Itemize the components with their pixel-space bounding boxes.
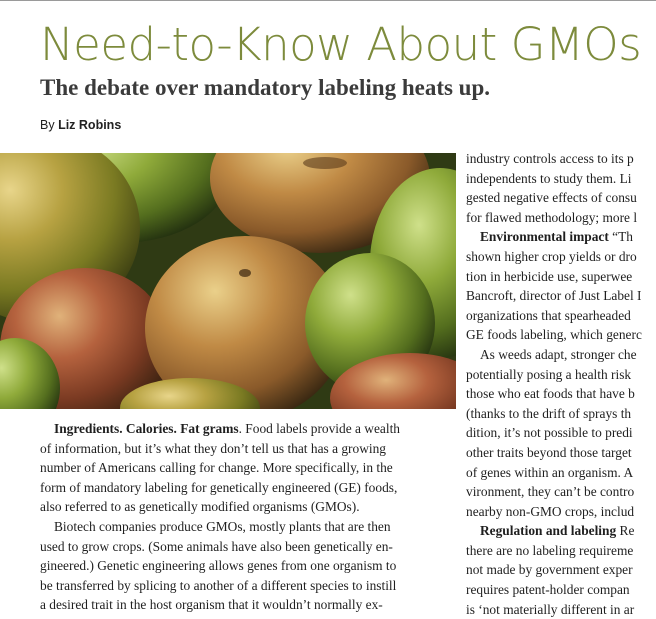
text-line: other traits beyond those target [466, 444, 632, 460]
text-line: organizations that spearheaded [466, 307, 631, 323]
text-line: used to grow crops. (Some animals have also been genetically en- [40, 538, 393, 554]
apples-photo [0, 153, 456, 409]
text-line: not made by government exper [466, 562, 633, 578]
text-line: be transferred by splicing to another of a different species to instill [40, 577, 397, 593]
paragraph-environmental-impact [466, 227, 656, 247]
text-line: gineered.) Genetic engineering allows genes from one organism to [40, 558, 397, 574]
text-line: As weeds adapt, stronger che [480, 346, 637, 362]
top-rule [0, 0, 656, 1]
text-line: nearby non-GMO crops, includ [466, 503, 635, 519]
text-line: Biotech companies produce GMOs, mostly plants that are then [54, 518, 391, 534]
text-line: (thanks to the drift of sprays th [466, 405, 632, 421]
paragraph-regulation [466, 521, 656, 541]
text-line: also referred to as genetically modified organisms (GMOs). [40, 499, 360, 515]
text-line: independents to study them. Li [466, 170, 632, 186]
byline [40, 118, 121, 132]
text-line: “Th [608, 229, 633, 245]
text-line: . Food labels provide a wealth [238, 421, 401, 436]
text-line: Bancroft, director of Just Label I [466, 288, 642, 304]
text-line: requires patent-holder compan [466, 582, 630, 598]
paragraph-intro [40, 419, 440, 439]
text-line: dition, it’s not possible to predi [466, 425, 633, 441]
text-line: GE foods labeling, which generc [466, 327, 642, 343]
text-line: a desired trait in the host organism that it wouldn’t normally ex- [40, 597, 383, 613]
regulation-lead: Regulation and labeling [480, 523, 617, 539]
text-line: is ‘not materially different in ar [466, 601, 635, 617]
article-title: Need-to-Know About GMOs [40, 18, 642, 71]
text-line: form of mandatory labeling for genetically engineered (GE) foods, [40, 479, 398, 495]
text-line: potentially posing a health risk [466, 366, 632, 382]
text-line: gested negative effects of consu [466, 190, 637, 206]
text-line: shown higher crop yields or dro [466, 248, 637, 264]
byline-author: Liz Robins [58, 118, 122, 132]
text-line: tion in herbicide use, superwee [466, 268, 633, 284]
byline-prefix: By [40, 118, 55, 132]
environmental-impact-lead: Environmental impact [480, 229, 609, 245]
text-line: of information, but it’s what they don’t tell us that has a growing [40, 440, 386, 456]
text-line: for flawed methodology; more l [466, 209, 638, 225]
article-left-column [40, 419, 440, 615]
text-line: industry controls access to its p [466, 151, 634, 166]
text-line: those who eat foods that have b [466, 386, 635, 402]
intro-lead: Ingredients. Calories. Fat grams [54, 421, 239, 436]
text-line: there are no labeling requireme [466, 542, 634, 558]
text-line: vironment, they can’t be contro [466, 484, 635, 500]
article-subtitle: The debate over mandatory labeling heats up. [40, 75, 491, 100]
text-line: Re [616, 523, 635, 539]
text-line: of genes within an organism. A [466, 464, 634, 480]
article-right-column [466, 149, 656, 619]
text-line: number of Americans calling for change. More specifically, in the [40, 460, 393, 476]
